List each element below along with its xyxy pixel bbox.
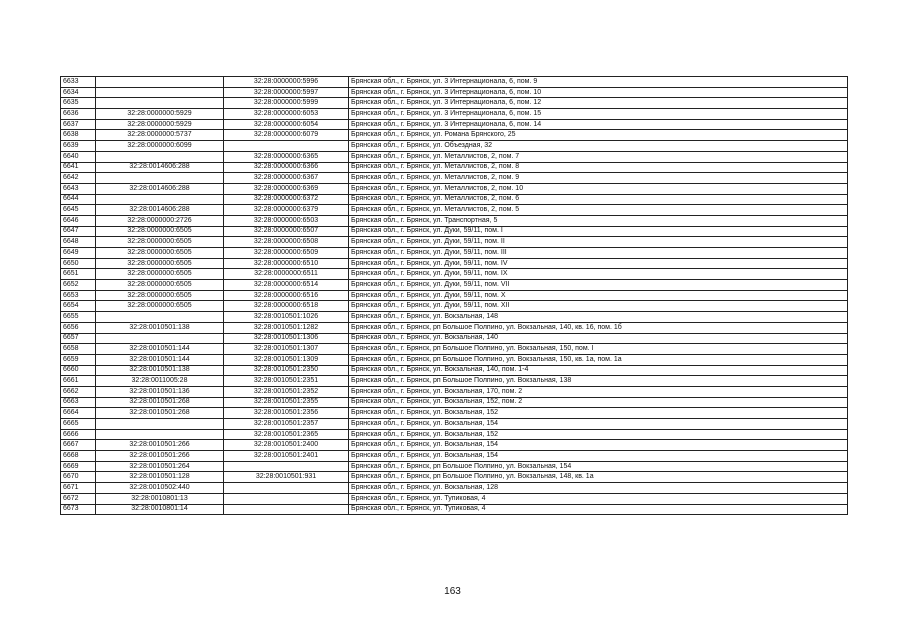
address-cell: Брянская обл., г. Брянск, ул. Металлистов, 2, пом. 9 xyxy=(349,173,848,184)
address-cell: Брянская обл., г. Брянск, ул. Дуки, 59/11, пом. VII xyxy=(349,280,848,291)
table-row xyxy=(61,87,848,98)
table-row xyxy=(61,183,848,194)
row-number-cell: 6660 xyxy=(61,365,96,376)
parent-cadastral-number-cell: 32:28:0014606:288 xyxy=(96,162,224,173)
cadastral-number-cell: 32:28:0010501:2355 xyxy=(224,397,349,408)
cadastral-number-cell: 32:28:0010501:2352 xyxy=(224,386,349,397)
row-number-cell: 6647 xyxy=(61,226,96,237)
row-number-cell: 6638 xyxy=(61,130,96,141)
table-row xyxy=(61,365,848,376)
address-cell: Брянская обл., г. Брянск, ул. Вокзальная, 154 xyxy=(349,419,848,430)
parent-cadastral-number-cell xyxy=(96,77,224,88)
cadastral-number-cell: 32:28:0010501:1309 xyxy=(224,354,349,365)
parent-cadastral-number-cell: 32:28:0000000:5929 xyxy=(96,119,224,130)
cadastral-number-cell: 32:28:0010501:1026 xyxy=(224,312,349,323)
row-number-cell: 6668 xyxy=(61,451,96,462)
row-number-cell: 6659 xyxy=(61,354,96,365)
address-cell: Брянская обл., г. Брянск, ул. Объездная, 32 xyxy=(349,141,848,152)
table-row xyxy=(61,151,848,162)
table-row xyxy=(61,354,848,365)
parent-cadastral-number-cell: 32:28:0000000:5929 xyxy=(96,109,224,120)
parent-cadastral-number-cell xyxy=(96,333,224,344)
cadastral-number-cell: 32:28:0000000:6514 xyxy=(224,280,349,291)
table-row xyxy=(61,141,848,152)
row-number-cell: 6672 xyxy=(61,493,96,504)
address-cell: Брянская обл., г. Брянск, ул. Дуки, 59/11, пом. IX xyxy=(349,269,848,280)
table-row xyxy=(61,237,848,248)
cadastral-number-cell: 32:28:0000000:6367 xyxy=(224,173,349,184)
parent-cadastral-number-cell: 32:28:0010502:440 xyxy=(96,483,224,494)
cadastral-number-cell: 32:28:0000000:6366 xyxy=(224,162,349,173)
table-row xyxy=(61,77,848,88)
address-cell: Брянская обл., г. Брянск, ул. Дуки, 59/11, пом. IV xyxy=(349,258,848,269)
address-cell: Брянская обл., г. Брянск, рп Большое Полпино, ул. Вокзальная, 154 xyxy=(349,461,848,472)
parent-cadastral-number-cell: 32:28:0010501:138 xyxy=(96,322,224,333)
cadastral-number-cell: 32:28:0000000:6503 xyxy=(224,215,349,226)
parent-cadastral-number-cell: 32:28:0010501:266 xyxy=(96,440,224,451)
table-row xyxy=(61,419,848,430)
cadastral-number-cell: 32:28:0000000:6369 xyxy=(224,183,349,194)
cadastral-number-cell: 32:28:0000000:6510 xyxy=(224,258,349,269)
address-cell: Брянская обл., г. Брянск, ул. Металлистов, 2, пом. 7 xyxy=(349,151,848,162)
address-cell: Брянская обл., г. Брянск, ул. Вокзальная, 152, пом. 2 xyxy=(349,397,848,408)
table-row xyxy=(61,226,848,237)
parent-cadastral-number-cell xyxy=(96,173,224,184)
table-row xyxy=(61,290,848,301)
parent-cadastral-number-cell: 32:28:0000000:6099 xyxy=(96,141,224,152)
cadastral-number-cell xyxy=(224,493,349,504)
parent-cadastral-number-cell: 32:28:0000000:5737 xyxy=(96,130,224,141)
address-cell: Брянская обл., г. Брянск, ул. 3 Интернационала, 6, пом. 9 xyxy=(349,77,848,88)
row-number-cell: 6670 xyxy=(61,472,96,483)
row-number-cell: 6649 xyxy=(61,248,96,259)
address-cell: Брянская обл., г. Брянск, ул. Вокзальная, 152 xyxy=(349,408,848,419)
table-row xyxy=(61,322,848,333)
address-cell: Брянская обл., г. Брянск, ул. Тупиковая, 4 xyxy=(349,493,848,504)
table-row xyxy=(61,312,848,323)
row-number-cell: 6667 xyxy=(61,440,96,451)
cadastral-number-cell: 32:28:0000000:6511 xyxy=(224,269,349,280)
row-number-cell: 6652 xyxy=(61,280,96,291)
row-number-cell: 6650 xyxy=(61,258,96,269)
address-cell: Брянская обл., г. Брянск, ул. Вокзальная, 148 xyxy=(349,312,848,323)
table-row xyxy=(61,397,848,408)
row-number-cell: 6645 xyxy=(61,205,96,216)
parent-cadastral-number-cell xyxy=(96,419,224,430)
row-number-cell: 6653 xyxy=(61,290,96,301)
parent-cadastral-number-cell: 32:28:0010801:14 xyxy=(96,504,224,515)
parent-cadastral-number-cell xyxy=(96,312,224,323)
parent-cadastral-number-cell xyxy=(96,194,224,205)
address-cell: Брянская обл., г. Брянск, рп Большое Полпино, ул. Вокзальная, 150, пом. I xyxy=(349,344,848,355)
address-cell: Брянская обл., г. Брянск, ул. Металлистов, 2, пом. 6 xyxy=(349,194,848,205)
table-row xyxy=(61,376,848,387)
address-cell: Брянская обл., г. Брянск, ул. Металлистов, 2, пом. 10 xyxy=(349,183,848,194)
address-cell: Брянская обл., г. Брянск, рп Большое Полпино, ул. Вокзальная, 150, кв. 1а, пом. 1а xyxy=(349,354,848,365)
table-row xyxy=(61,162,848,173)
row-number-cell: 6663 xyxy=(61,397,96,408)
parent-cadastral-number-cell: 32:28:0010501:268 xyxy=(96,397,224,408)
cadastral-number-cell: 32:28:0010501:2357 xyxy=(224,419,349,430)
row-number-cell: 6635 xyxy=(61,98,96,109)
address-cell: Брянская обл., г. Брянск, ул. Тупиковая, 4 xyxy=(349,504,848,515)
cadastral-number-cell xyxy=(224,141,349,152)
cadastral-number-cell xyxy=(224,483,349,494)
parent-cadastral-number-cell: 32:28:0010501:264 xyxy=(96,461,224,472)
parent-cadastral-number-cell: 32:28:0014606:288 xyxy=(96,183,224,194)
parent-cadastral-number-cell: 32:28:0000000:6505 xyxy=(96,290,224,301)
row-number-cell: 6642 xyxy=(61,173,96,184)
row-number-cell: 6644 xyxy=(61,194,96,205)
cadastral-number-cell: 32:28:0000000:6509 xyxy=(224,248,349,259)
parent-cadastral-number-cell xyxy=(96,87,224,98)
table-row xyxy=(61,258,848,269)
cadastral-number-cell: 32:28:0010501:1306 xyxy=(224,333,349,344)
address-cell: Брянская обл., г. Брянск, ул. Вокзальная, 154 xyxy=(349,451,848,462)
row-number-cell: 6661 xyxy=(61,376,96,387)
parent-cadastral-number-cell: 32:28:0000000:6505 xyxy=(96,269,224,280)
address-cell: Брянская обл., г. Брянск, ул. 3 Интернационала, 6, пом. 12 xyxy=(349,98,848,109)
cadastral-number-cell: 32:28:0000000:6365 xyxy=(224,151,349,162)
table-row xyxy=(61,408,848,419)
parent-cadastral-number-cell: 32:28:0000000:6505 xyxy=(96,280,224,291)
row-number-cell: 6634 xyxy=(61,87,96,98)
table-row xyxy=(61,215,848,226)
address-cell: Брянская обл., г. Брянск, ул. Вокзальная, 128 xyxy=(349,483,848,494)
row-number-cell: 6655 xyxy=(61,312,96,323)
row-number-cell: 6648 xyxy=(61,237,96,248)
parent-cadastral-number-cell: 32:28:0000000:6505 xyxy=(96,226,224,237)
address-cell: Брянская обл., г. Брянск, ул. 3 Интернационала, 6, пом. 14 xyxy=(349,119,848,130)
parent-cadastral-number-cell: 32:28:0000000:6505 xyxy=(96,258,224,269)
table-row xyxy=(61,119,848,130)
address-cell: Брянская обл., г. Брянск, рп Большое Полпино, ул. Вокзальная, 148, кв. 1а xyxy=(349,472,848,483)
table-row xyxy=(61,451,848,462)
row-number-cell: 6633 xyxy=(61,77,96,88)
cadastral-number-cell: 32:28:0010501:2401 xyxy=(224,451,349,462)
table-row xyxy=(61,109,848,120)
row-number-cell: 6673 xyxy=(61,504,96,515)
address-cell: Брянская обл., г. Брянск, ул. Романа Брянского, 25 xyxy=(349,130,848,141)
parent-cadastral-number-cell: 32:28:0010501:144 xyxy=(96,354,224,365)
table-row xyxy=(61,205,848,216)
table-row xyxy=(61,269,848,280)
address-cell: Брянская обл., г. Брянск, ул. Металлистов, 2, пом. 8 xyxy=(349,162,848,173)
row-number-cell: 6662 xyxy=(61,386,96,397)
parent-cadastral-number-cell xyxy=(96,151,224,162)
table-body xyxy=(61,77,848,515)
address-cell: Брянская обл., г. Брянск, ул. Вокзальная, 140 xyxy=(349,333,848,344)
cadastral-number-cell: 32:28:0000000:6508 xyxy=(224,237,349,248)
cadastral-number-cell: 32:28:0000000:6518 xyxy=(224,301,349,312)
row-number-cell: 6666 xyxy=(61,429,96,440)
row-number-cell: 6651 xyxy=(61,269,96,280)
address-cell: Брянская обл., г. Брянск, ул. Металлистов, 2, пом. 5 xyxy=(349,205,848,216)
cadastral-number-cell xyxy=(224,504,349,515)
cadastral-table xyxy=(60,76,848,515)
address-cell: Брянская обл., г. Брянск, ул. Дуки, 59/11, пом. II xyxy=(349,237,848,248)
address-cell: Брянская обл., г. Брянск, ул. Дуки, 59/11, пом. I xyxy=(349,226,848,237)
cadastral-number-cell: 32:28:0000000:6379 xyxy=(224,205,349,216)
cadastral-number-cell: 32:28:0010501:1307 xyxy=(224,344,349,355)
address-cell: Брянская обл., г. Брянск, ул. 3 Интернационала, 6, пом. 15 xyxy=(349,109,848,120)
table-row xyxy=(61,504,848,515)
cadastral-number-cell: 32:28:0010501:1282 xyxy=(224,322,349,333)
row-number-cell: 6639 xyxy=(61,141,96,152)
cadastral-number-cell: 32:28:0010501:2350 xyxy=(224,365,349,376)
parent-cadastral-number-cell: 32:28:0000000:6505 xyxy=(96,301,224,312)
row-number-cell: 6641 xyxy=(61,162,96,173)
table-row xyxy=(61,483,848,494)
address-cell: Брянская обл., г. Брянск, ул. 3 Интернационала, 6, пом. 10 xyxy=(349,87,848,98)
row-number-cell: 6671 xyxy=(61,483,96,494)
row-number-cell: 6636 xyxy=(61,109,96,120)
table-row xyxy=(61,461,848,472)
address-cell: Брянская обл., г. Брянск, ул. Вокзальная, 154 xyxy=(349,440,848,451)
parent-cadastral-number-cell: 32:28:0010501:266 xyxy=(96,451,224,462)
address-cell: Брянская обл., г. Брянск, рп Большое Полпино, ул. Вокзальная, 138 xyxy=(349,376,848,387)
table-row xyxy=(61,386,848,397)
cadastral-number-cell: 32:28:0000000:6516 xyxy=(224,290,349,301)
address-cell: Брянская обл., г. Брянск, рп Большое Полпино, ул. Вокзальная, 140, кв. 16, пом. 1б xyxy=(349,322,848,333)
table-row xyxy=(61,98,848,109)
parent-cadastral-number-cell xyxy=(96,429,224,440)
table-row xyxy=(61,344,848,355)
parent-cadastral-number-cell: 32:28:0011005:28 xyxy=(96,376,224,387)
parent-cadastral-number-cell: 32:28:0010501:128 xyxy=(96,472,224,483)
row-number-cell: 6646 xyxy=(61,215,96,226)
cadastral-number-cell: 32:28:0010501:2356 xyxy=(224,408,349,419)
row-number-cell: 6665 xyxy=(61,419,96,430)
address-cell: Брянская обл., г. Брянск, ул. Вокзальная, 170, пом. 2 xyxy=(349,386,848,397)
row-number-cell: 6657 xyxy=(61,333,96,344)
cadastral-number-cell: 32:28:0000000:6079 xyxy=(224,130,349,141)
parent-cadastral-number-cell: 32:28:0010801:13 xyxy=(96,493,224,504)
table-row xyxy=(61,248,848,259)
row-number-cell: 6664 xyxy=(61,408,96,419)
parent-cadastral-number-cell: 32:28:0000000:2726 xyxy=(96,215,224,226)
row-number-cell: 6658 xyxy=(61,344,96,355)
row-number-cell: 6656 xyxy=(61,322,96,333)
parent-cadastral-number-cell: 32:28:0000000:6505 xyxy=(96,237,224,248)
table-row xyxy=(61,429,848,440)
row-number-cell: 6654 xyxy=(61,301,96,312)
address-cell: Брянская обл., г. Брянск, ул. Дуки, 59/11, пом. XII xyxy=(349,301,848,312)
table-row xyxy=(61,333,848,344)
row-number-cell: 6643 xyxy=(61,183,96,194)
parent-cadastral-number-cell: 32:28:0010501:136 xyxy=(96,386,224,397)
table-row xyxy=(61,472,848,483)
cadastral-number-cell: 32:28:0010501:2365 xyxy=(224,429,349,440)
cadastral-number-cell: 32:28:0010501:2351 xyxy=(224,376,349,387)
parent-cadastral-number-cell: 32:28:0010501:268 xyxy=(96,408,224,419)
cadastral-number-cell: 32:28:0000000:5997 xyxy=(224,87,349,98)
address-cell: Брянская обл., г. Брянск, ул. Транспортная, 5 xyxy=(349,215,848,226)
cadastral-number-cell: 32:28:0010501:931 xyxy=(224,472,349,483)
parent-cadastral-number-cell: 32:28:0010501:138 xyxy=(96,365,224,376)
parent-cadastral-number-cell: 32:28:0000000:6505 xyxy=(96,248,224,259)
table-row xyxy=(61,301,848,312)
cadastral-number-cell xyxy=(224,461,349,472)
address-cell: Брянская обл., г. Брянск, ул. Дуки, 59/11, пом. X xyxy=(349,290,848,301)
parent-cadastral-number-cell: 32:28:0010501:144 xyxy=(96,344,224,355)
cadastral-number-cell: 32:28:0010501:2400 xyxy=(224,440,349,451)
row-number-cell: 6640 xyxy=(61,151,96,162)
table-row xyxy=(61,440,848,451)
table-row xyxy=(61,194,848,205)
page-number: 163 xyxy=(444,586,461,597)
parent-cadastral-number-cell: 32:28:0014606:288 xyxy=(96,205,224,216)
parent-cadastral-number-cell xyxy=(96,98,224,109)
cadastral-number-cell: 32:28:0000000:6507 xyxy=(224,226,349,237)
table-row xyxy=(61,130,848,141)
table-row xyxy=(61,280,848,291)
row-number-cell: 6637 xyxy=(61,119,96,130)
address-cell: Брянская обл., г. Брянск, ул. Дуки, 59/11, пом. III xyxy=(349,248,848,259)
cadastral-number-cell: 32:28:0000000:6372 xyxy=(224,194,349,205)
address-cell: Брянская обл., г. Брянск, ул. Вокзальная, 152 xyxy=(349,429,848,440)
row-number-cell: 6669 xyxy=(61,461,96,472)
table-row xyxy=(61,173,848,184)
cadastral-number-cell: 32:28:0000000:5999 xyxy=(224,98,349,109)
address-cell: Брянская обл., г. Брянск, ул. Вокзальная, 140, пом. 1-4 xyxy=(349,365,848,376)
cadastral-number-cell: 32:28:0000000:6053 xyxy=(224,109,349,120)
cadastral-number-cell: 32:28:0000000:6054 xyxy=(224,119,349,130)
table-row xyxy=(61,493,848,504)
cadastral-number-cell: 32:28:0000000:5996 xyxy=(224,77,349,88)
